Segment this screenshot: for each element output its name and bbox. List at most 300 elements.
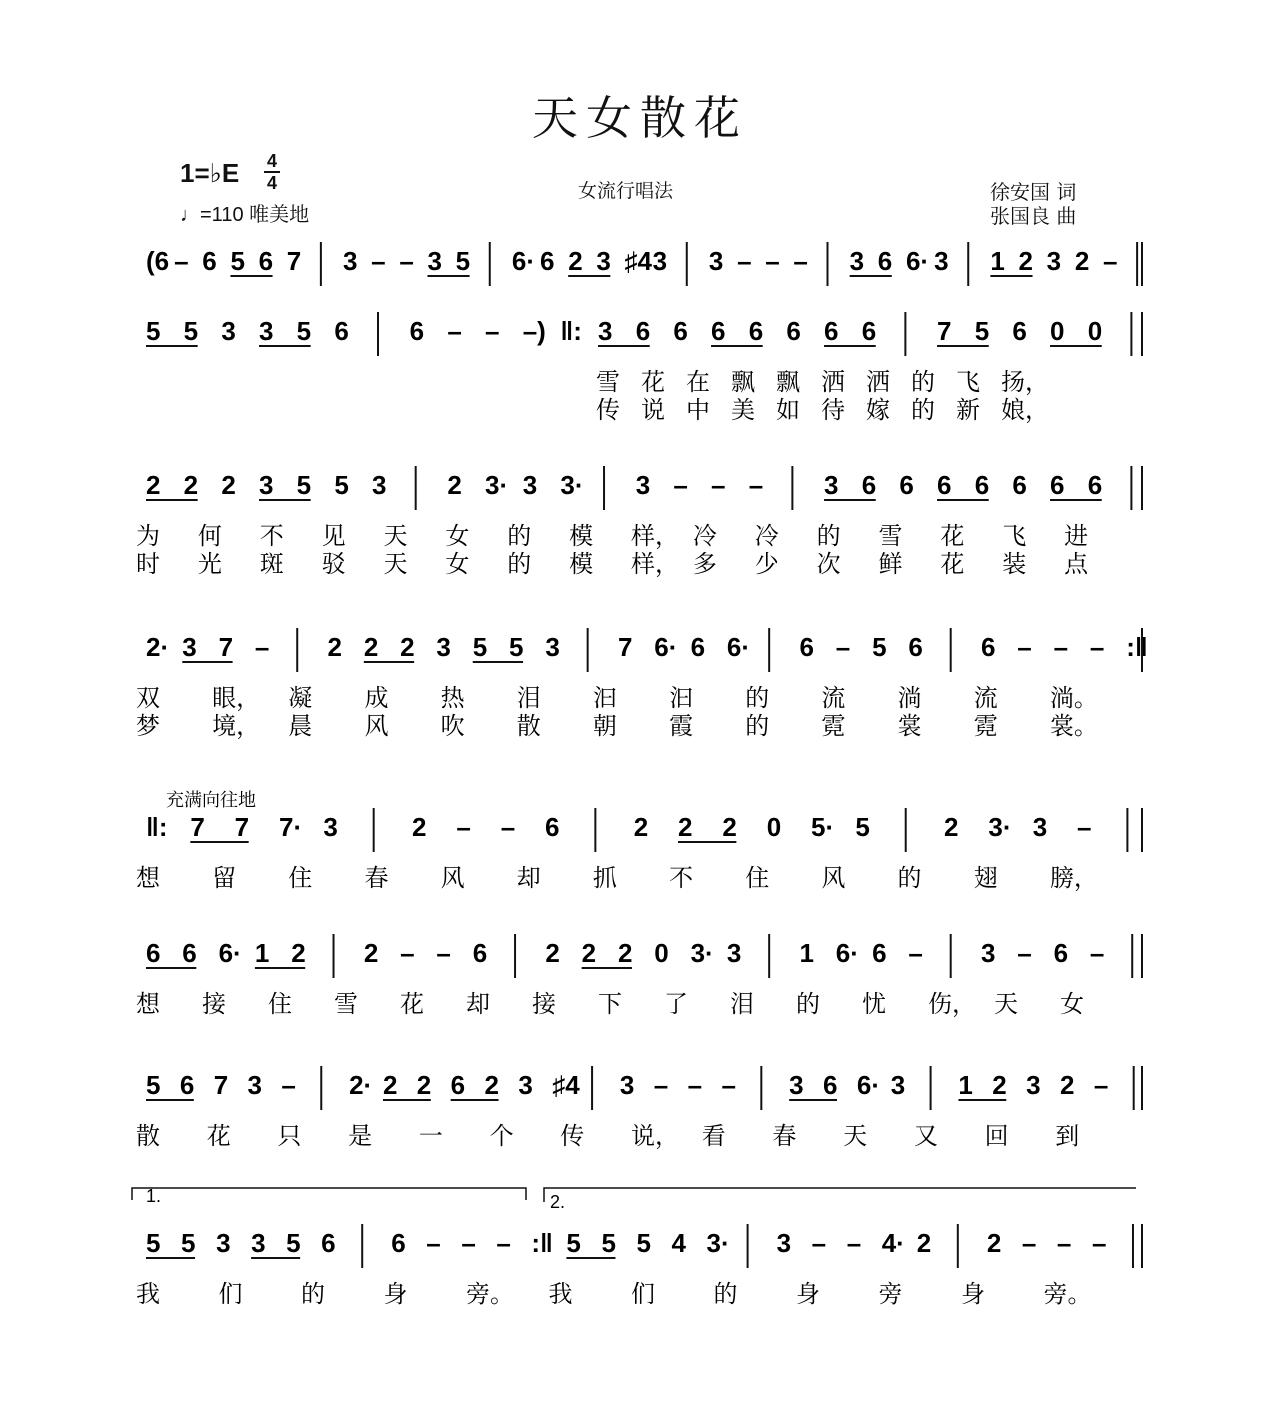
- lyric-syllable: 的: [745, 684, 770, 712]
- note: 5: [566, 1228, 581, 1258]
- note: –: [1017, 632, 1032, 662]
- note: 6: [334, 316, 349, 346]
- lyric-syllable: 花: [206, 1122, 231, 1150]
- lyric-syllable: 少: [754, 550, 779, 578]
- note: 6: [472, 938, 488, 968]
- score-row: [136, 934, 1142, 1018]
- lyric-syllable: 抓: [592, 864, 617, 892]
- score-row: [136, 1066, 1142, 1150]
- note: 2: [633, 812, 649, 842]
- lyric-syllable: 冷: [692, 522, 717, 550]
- note: –: [1089, 938, 1105, 968]
- note: 3·: [485, 470, 509, 500]
- lyric-syllable: 到: [1055, 1122, 1080, 1150]
- lyric-syllable: 个: [489, 1122, 514, 1150]
- lyric-syllable: 模: [569, 522, 594, 550]
- note: 6: [748, 316, 764, 346]
- lyric-syllable: 见: [321, 522, 346, 550]
- note: 6: [409, 316, 425, 346]
- note: 5: [601, 1228, 616, 1258]
- note: –: [174, 246, 189, 276]
- note: 5: [230, 246, 245, 276]
- lyric-syllable: 霓: [973, 712, 998, 740]
- lyric-syllable: 说，: [631, 1122, 679, 1150]
- lyric-syllable: 春: [364, 864, 389, 892]
- expression-mark: 充满向往地: [166, 790, 256, 810]
- repeat-sign: ‖:: [560, 316, 582, 346]
- note: 5: [146, 1228, 161, 1258]
- lyric-syllable: 在: [686, 368, 710, 396]
- note: –: [500, 812, 516, 842]
- note: –: [254, 632, 270, 662]
- note: 5: [636, 1228, 651, 1258]
- lyric-syllable: 多: [692, 550, 717, 578]
- lyric-syllable: 风: [440, 864, 465, 892]
- repeat-sign: :‖: [1126, 632, 1148, 662]
- note: 4: [671, 1228, 686, 1258]
- note: 6: [1053, 938, 1069, 968]
- note: 0: [654, 938, 669, 968]
- note: 2: [1074, 246, 1090, 276]
- note: 7: [937, 316, 952, 346]
- note: 2: [916, 1228, 932, 1258]
- note: 6·: [511, 246, 536, 276]
- lyric-syllable: 模: [569, 550, 594, 578]
- lyric-syllable: 不: [259, 522, 284, 550]
- lyric-syllable: 雪: [334, 990, 358, 1018]
- score-row: [136, 628, 1148, 740]
- note: 2: [363, 632, 379, 662]
- lyric-syllable: 飘: [731, 368, 755, 396]
- lyric-syllable: 不: [669, 864, 694, 892]
- note: 2: [183, 470, 199, 500]
- note: 1: [958, 1070, 973, 1100]
- note: 6: [872, 938, 887, 968]
- lyric-syllable: 下: [598, 990, 622, 1018]
- note: 5: [181, 1228, 196, 1258]
- note: 2: [416, 1070, 432, 1100]
- lyric-syllable: 传: [560, 1122, 585, 1150]
- lyric-syllable: 想: [136, 990, 160, 1018]
- lyric-syllable: 的: [507, 522, 532, 550]
- note: 6: [258, 246, 274, 276]
- note: 6·: [218, 938, 242, 968]
- note: 3: [518, 1070, 533, 1100]
- note: –: [1021, 1228, 1037, 1258]
- lyricist-credit: 徐安国 词: [990, 180, 1077, 204]
- note: 6: [861, 316, 877, 346]
- note: 1: [254, 938, 270, 968]
- note: 5: [509, 632, 524, 662]
- note: 5: [286, 1228, 301, 1258]
- note: 2: [722, 812, 737, 842]
- note: –: [711, 470, 726, 500]
- note: –: [1091, 1228, 1107, 1258]
- note: 3: [522, 470, 538, 500]
- note: 3: [1046, 246, 1062, 276]
- note: –): [522, 316, 546, 346]
- note: 2: [581, 938, 597, 968]
- note: 3: [182, 632, 197, 662]
- note: 5: [183, 316, 199, 346]
- lyric-syllable: 接: [532, 990, 556, 1018]
- note: 3: [247, 1070, 263, 1100]
- lyric-syllable: 只: [277, 1122, 302, 1150]
- note: 7: [213, 1070, 229, 1100]
- note: 6: [823, 1070, 838, 1100]
- lyric-syllable: 们: [631, 1280, 655, 1308]
- note: 3: [427, 246, 442, 276]
- note: 6: [711, 316, 726, 346]
- note: 6: [937, 470, 952, 500]
- note: 2: [327, 632, 342, 662]
- lyric-syllable: 却: [516, 864, 541, 892]
- lyric-syllable: 旁: [878, 1280, 903, 1308]
- note: –: [811, 1228, 827, 1258]
- note: 7·: [279, 812, 303, 842]
- note: 6: [981, 632, 996, 662]
- note: 2: [1059, 1070, 1075, 1100]
- lyric-syllable: 扬，: [1001, 368, 1049, 396]
- note: 7: [190, 812, 205, 842]
- note: 5: [472, 632, 488, 662]
- lyric-syllable: 的: [745, 712, 770, 740]
- note: 6: [635, 316, 651, 346]
- note: 2: [146, 470, 161, 500]
- lyric-syllable: 泪: [730, 990, 754, 1018]
- note: 2: [992, 1070, 1007, 1100]
- lyric-syllable: 流: [973, 684, 998, 712]
- note: 3: [824, 470, 839, 500]
- lyric-syllable: 吹: [440, 712, 465, 740]
- lyric-syllable: 忧: [862, 990, 886, 1018]
- lyric-syllable: 嫁: [866, 396, 890, 424]
- lyric-syllable: 待: [821, 396, 845, 424]
- lyric-syllable: 飘: [776, 368, 800, 396]
- lyric-syllable: 花: [940, 550, 965, 578]
- volta-label-2: 2.: [550, 1192, 566, 1212]
- note: 6: [391, 1228, 406, 1258]
- score-row: [132, 1186, 1142, 1308]
- lyric-syllable: 的: [911, 368, 935, 396]
- time-denominator: 4: [266, 173, 277, 193]
- note: 6: [182, 938, 197, 968]
- note: 3: [981, 938, 996, 968]
- lyric-syllable: 朝: [592, 712, 617, 740]
- lyric-syllable: 冷: [754, 522, 779, 550]
- note: 1: [990, 246, 1005, 276]
- lyric-syllable: 境，: [212, 712, 261, 740]
- lyric-syllable: 我: [548, 1280, 573, 1308]
- lyric-syllable: 住: [288, 864, 313, 892]
- lyric-syllable: 裳。: [1049, 712, 1098, 740]
- note: –: [846, 1228, 862, 1258]
- lyric-syllable: 的: [507, 550, 532, 578]
- note: 2·: [349, 1070, 373, 1100]
- note: 6: [799, 632, 814, 662]
- lyric-syllable: 接: [202, 990, 226, 1018]
- note: 3·: [706, 1228, 730, 1258]
- note: (6: [146, 246, 170, 276]
- lyric-syllable: 是: [348, 1122, 373, 1150]
- note: 6: [202, 246, 217, 276]
- tempo-marking: ♩=110 唯美地: [180, 204, 310, 226]
- note: –: [1089, 632, 1105, 662]
- note: 2: [678, 812, 693, 842]
- lyric-syllable: 看: [701, 1122, 726, 1150]
- note: 7: [234, 812, 250, 842]
- composer-credit: 张国良 曲: [990, 204, 1077, 228]
- lyric-syllable: 斑: [259, 550, 284, 578]
- lyric-syllable: 何: [197, 522, 222, 550]
- score-row: [136, 466, 1142, 578]
- note: 3: [598, 316, 613, 346]
- lyric-syllable: 散: [516, 712, 541, 740]
- note: –: [908, 938, 923, 968]
- note: –: [371, 246, 386, 276]
- lyric-syllable: 飞: [1002, 522, 1027, 550]
- note: 3: [726, 938, 742, 968]
- note: 5: [146, 316, 161, 346]
- note: 2: [363, 938, 379, 968]
- note: 6·: [905, 246, 930, 276]
- note: –: [281, 1070, 296, 1100]
- lyric-syllable: 娘，: [1001, 396, 1049, 424]
- note: 2: [221, 470, 236, 500]
- lyric-syllable: 鲜: [878, 550, 903, 578]
- note: 3·: [560, 470, 584, 500]
- lyric-syllable: 说: [641, 396, 665, 424]
- score-row: [146, 242, 1142, 286]
- lyric-syllable: 花: [641, 368, 665, 396]
- lyric-syllable: 女: [445, 550, 470, 578]
- lyric-syllable: 旁。: [1043, 1280, 1092, 1308]
- lyric-syllable: 汩: [669, 684, 694, 712]
- note: –: [835, 632, 851, 662]
- note: 3: [251, 1228, 266, 1258]
- note: 2: [412, 812, 427, 842]
- note: –: [721, 1070, 736, 1100]
- lyric-syllable: 装: [1002, 550, 1027, 578]
- note: 7: [218, 632, 234, 662]
- lyric-syllable: 翅: [973, 864, 998, 892]
- note: 2: [1018, 246, 1033, 276]
- note: –: [1056, 1228, 1072, 1258]
- note: 2: [382, 1070, 398, 1100]
- note: ♯4: [624, 246, 652, 276]
- lyric-syllable: 天: [383, 550, 408, 578]
- note: –: [765, 246, 780, 276]
- note: 6: [899, 470, 914, 500]
- lyric-syllable: 花: [400, 990, 424, 1018]
- note: 6·: [856, 1070, 881, 1100]
- note: –: [673, 470, 688, 500]
- note: –: [653, 1070, 669, 1100]
- note: 3: [789, 1070, 804, 1100]
- lyric-syllable: 淌: [897, 684, 922, 712]
- note: –: [1102, 246, 1118, 276]
- note: 3: [323, 812, 338, 842]
- note: 2: [447, 470, 462, 500]
- note: 3: [619, 1070, 635, 1100]
- lyric-syllable: 散: [136, 1122, 160, 1150]
- note: –: [496, 1228, 511, 1258]
- note: 3: [343, 246, 358, 276]
- lyric-syllable: 们: [218, 1280, 243, 1308]
- lyric-syllable: 新: [956, 396, 980, 424]
- note: 5: [296, 470, 312, 500]
- note: 3: [849, 246, 865, 276]
- volta-bracket: [544, 1188, 1136, 1202]
- lyric-syllable: 美: [731, 396, 755, 424]
- lyric-syllable: 雪: [596, 368, 620, 396]
- note: –: [400, 938, 415, 968]
- lyric-syllable: 成: [364, 684, 389, 712]
- lyric-syllable: 的: [911, 396, 935, 424]
- note: 0: [1050, 316, 1065, 346]
- lyric-syllable: 汩: [592, 684, 617, 712]
- note: 6: [786, 316, 801, 346]
- singing-style: 女流行唱法: [578, 180, 674, 202]
- lyric-syllable: 女: [445, 522, 470, 550]
- note: 5: [296, 316, 312, 346]
- note: 2: [944, 812, 959, 842]
- note: 4·: [881, 1228, 905, 1258]
- lyric-syllable: 传: [596, 396, 620, 424]
- note: 3: [1026, 1070, 1041, 1100]
- note: 6: [450, 1070, 466, 1100]
- lyric-syllable: 身: [383, 1280, 408, 1308]
- note: –: [485, 316, 500, 346]
- lyric-syllable: 洒: [821, 368, 845, 396]
- note: 3·: [690, 938, 714, 968]
- note: –: [1053, 632, 1069, 662]
- note: 3·: [988, 812, 1012, 842]
- note: 2: [545, 938, 560, 968]
- lyric-syllable: 的: [301, 1280, 325, 1308]
- note: 6: [908, 632, 923, 662]
- note: 3: [259, 470, 274, 500]
- lyric-syllable: 身: [796, 1280, 820, 1308]
- note: –: [436, 938, 451, 968]
- key-label: 1=♭E: [180, 158, 240, 188]
- lyric-syllable: 点: [1064, 550, 1089, 578]
- note: 6: [179, 1070, 195, 1100]
- lyric-syllable: 回: [984, 1122, 1009, 1150]
- note: 6: [1012, 470, 1027, 500]
- note: 2: [568, 246, 583, 276]
- note: 6: [540, 246, 555, 276]
- lyric-syllable: 时: [136, 550, 160, 578]
- note: 3: [596, 246, 611, 276]
- lyric-syllable: 留: [212, 864, 237, 892]
- lyric-syllable: 眼，: [212, 684, 261, 712]
- lyric-syllable: 中: [686, 396, 710, 424]
- lyric-syllable: 裳: [897, 712, 922, 740]
- lyric-syllable: 热: [440, 684, 465, 712]
- lyric-syllable: 天: [843, 1122, 868, 1150]
- note: 6: [673, 316, 688, 346]
- lyric-syllable: 雪: [878, 522, 903, 550]
- note: 2·: [146, 632, 170, 662]
- lyric-syllable: 泪: [516, 684, 541, 712]
- note: ♯4: [552, 1070, 580, 1100]
- lyric-syllable: 驳: [321, 550, 346, 578]
- note: –: [456, 812, 471, 842]
- lyric-syllable: 住: [268, 990, 292, 1018]
- note: 0: [1087, 316, 1103, 346]
- time-numerator: 4: [266, 151, 277, 171]
- score-row: [146, 312, 1142, 424]
- lyric-syllable: 天: [994, 990, 1018, 1018]
- lyric-syllable: 梦: [136, 712, 160, 740]
- lyric-syllable: 的: [796, 990, 820, 1018]
- lyric-syllable: 飞: [956, 368, 980, 396]
- note: 3: [635, 470, 651, 500]
- lyric-syllable: 一: [418, 1122, 443, 1150]
- lyric-syllable: 进: [1064, 522, 1089, 550]
- note: 5: [872, 632, 887, 662]
- lyric-syllable: 光: [197, 550, 222, 578]
- lyric-syllable: 花: [940, 522, 965, 550]
- note: 5: [974, 316, 990, 346]
- note: –: [748, 470, 764, 500]
- lyric-syllable: 了: [664, 990, 688, 1018]
- volta-label-1: 1.: [146, 1186, 162, 1206]
- lyric-syllable: 的: [713, 1280, 738, 1308]
- lyric-syllable: 霓: [821, 712, 846, 740]
- note: 1: [799, 938, 814, 968]
- note: 2: [484, 1070, 499, 1100]
- note: 3: [708, 246, 724, 276]
- repeat-sign: :‖: [531, 1228, 553, 1258]
- note: 2: [291, 938, 306, 968]
- note: 0: [766, 812, 782, 842]
- lyric-syllable: 样，: [631, 550, 679, 578]
- lyric-syllable: 风: [364, 712, 389, 740]
- lyric-syllable: 旁。: [466, 1280, 514, 1308]
- lyric-syllable: 天: [383, 522, 408, 550]
- note: –: [1017, 938, 1032, 968]
- lyric-syllable: 双: [136, 684, 160, 712]
- note: 3: [372, 470, 387, 500]
- note: –: [737, 246, 752, 276]
- lyric-syllable: 洒: [866, 368, 890, 396]
- lyric-syllable: 为: [136, 522, 160, 550]
- lyric-syllable: 淌。: [1049, 684, 1098, 712]
- repeat-sign: ‖:: [146, 812, 168, 842]
- lyric-syllable: 身: [961, 1280, 985, 1308]
- note: 6: [146, 938, 161, 968]
- note: –: [687, 1070, 703, 1100]
- lyric-syllable: 的: [816, 522, 841, 550]
- note: 2: [986, 1228, 1002, 1258]
- note: 6: [1050, 470, 1065, 500]
- note: 3: [259, 316, 274, 346]
- note: 3: [1032, 812, 1048, 842]
- lyric-syllable: 次: [816, 550, 841, 578]
- lyric-syllable: 春: [772, 1122, 797, 1150]
- note: 3: [776, 1228, 792, 1258]
- lyric-syllable: 我: [136, 1280, 160, 1308]
- note: 6·: [654, 632, 678, 662]
- lyric-syllable: 却: [466, 990, 490, 1018]
- lyric-syllable: 住: [745, 864, 770, 892]
- note: 6·: [835, 938, 859, 968]
- lyric-syllable: 样，: [631, 522, 679, 550]
- lyric-syllable: 流: [821, 684, 846, 712]
- note: 6: [1087, 470, 1103, 500]
